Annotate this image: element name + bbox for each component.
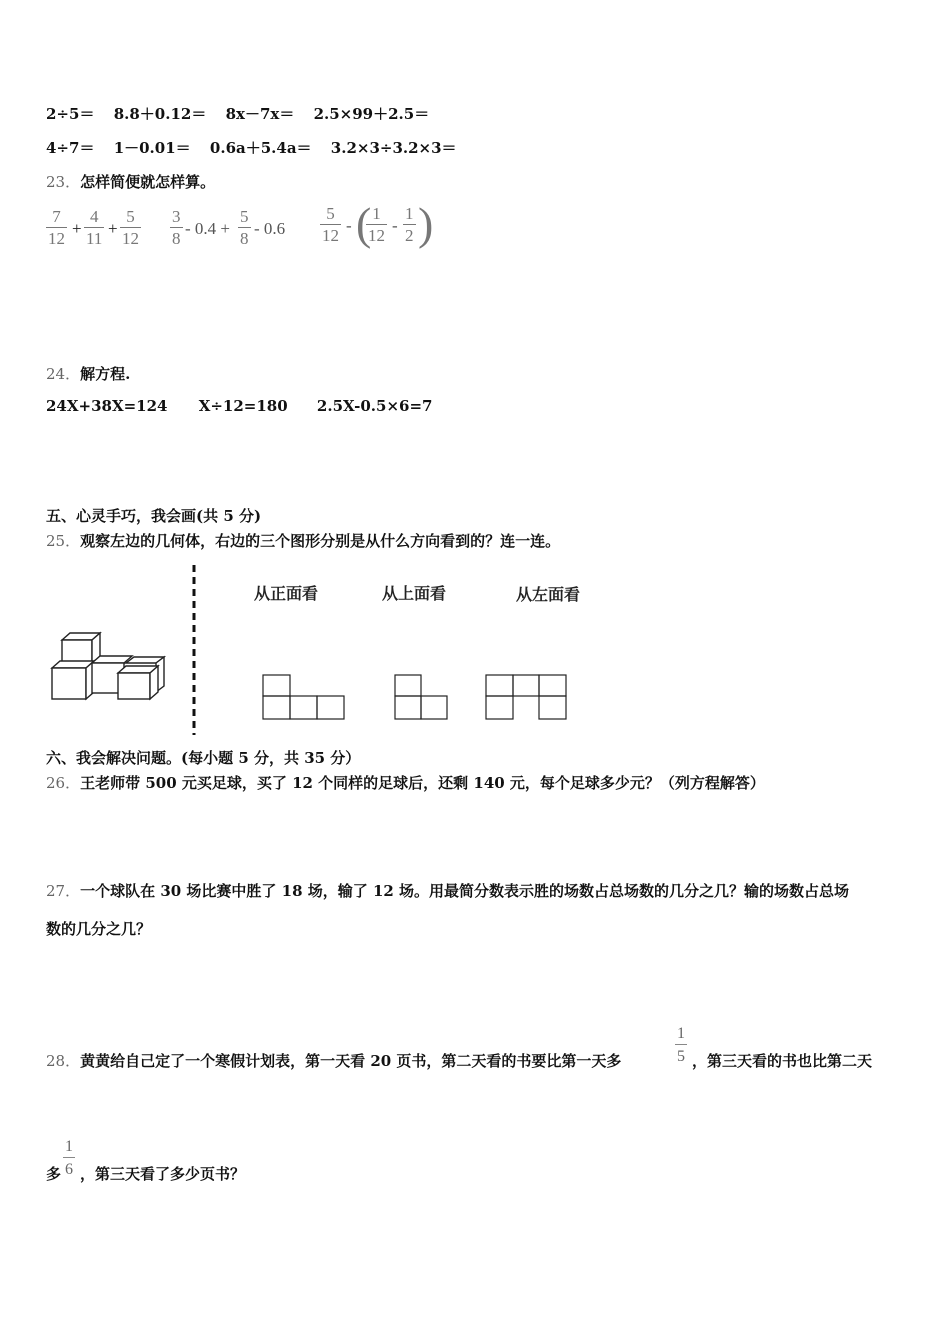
view-label-top: 从上面看 (382, 584, 447, 603)
question-28 (46, 1050, 621, 1071)
cube-figure (46, 628, 172, 704)
fraction: 3 8 (172, 207, 181, 248)
calc-item: 3.2×3÷3.2×3＝ (330, 139, 457, 157)
question-text: 黄黄给自己定了一个寒假计划表，第一天看 20 页书，第二天看的书要比第一天多 (80, 1052, 622, 1070)
calc-item: 8x－7x＝ (225, 105, 295, 123)
calc-row-1 (46, 103, 429, 124)
view-label-left: 从左面看 (516, 585, 581, 604)
fraction: 5 12 (122, 207, 139, 248)
equations-row (46, 397, 432, 415)
question-27 (46, 880, 849, 901)
operator: - (392, 216, 398, 235)
question-28-line-2-start: 多 (46, 1165, 62, 1183)
view-label-front: 从正面看 (254, 584, 319, 603)
question-number: 25． (46, 532, 81, 550)
view-shape-1 (262, 674, 346, 722)
fraction: 1 2 (405, 204, 414, 245)
question-text: 王老师带 500 元买足球，买了 12 个同样的足球后，还剩 140 元，每个足球多少元？（列方程解答） (80, 774, 765, 792)
calc-item: 8.8＋0.12＝ (113, 105, 207, 123)
view-shape-2 (394, 674, 450, 722)
calc-item: 0.6a＋5.4a＝ (209, 139, 312, 157)
section-6-title: 六、我会解决问题。(每小题 5 分，共 35 分） (46, 749, 361, 767)
operator: + (108, 219, 118, 238)
view-shape-3 (485, 674, 569, 722)
question-26 (46, 772, 765, 793)
question-24 (46, 363, 130, 384)
question-number: 23． (46, 173, 81, 191)
question-text: 一个球队在 30 场比赛中胜了 18 场，输了 12 场。用最简分数表示胜的场数占总场数的几分之几？输的场数占总场 (80, 882, 850, 900)
fraction: 4 11 (86, 207, 103, 248)
fraction-one-fifth: 1 5 (677, 1025, 685, 1065)
question-23 (46, 171, 215, 192)
expression-middle: - 0.4 + (185, 219, 230, 238)
calc-row-2 (46, 137, 457, 158)
question-text: 怎样简便就怎样算。 (80, 173, 216, 191)
calc-item: 2.5×99＋2.5＝ (313, 105, 430, 123)
fraction: 7 12 (48, 207, 65, 248)
question-27-line-2: 数的几分之几？ (46, 920, 152, 938)
fraction: 1 12 (368, 204, 385, 245)
question-25 (46, 530, 560, 551)
question-28-line-1-end: ，第三天看的书也比第二天 (692, 1052, 873, 1070)
equation: 24X+38X=124 (46, 397, 168, 415)
calc-item: 2÷5＝ (46, 105, 95, 123)
equation: 2.5X-0.5×6=7 (316, 397, 433, 415)
operator: - (346, 216, 352, 235)
calc-item: 1－0.01＝ (113, 139, 191, 157)
fraction: 5 8 (240, 207, 249, 248)
section-5-title: 五、心灵手巧，我会画(共 5 分) (46, 507, 262, 525)
question-number: 27． (46, 882, 81, 900)
question-number: 26． (46, 774, 81, 792)
expression-tail: - 0.6 (254, 219, 286, 238)
equation: X÷12=180 (198, 397, 288, 415)
fraction-one-sixth: 1 6 (65, 1138, 73, 1178)
question-28-line-2-end: ，第三天看了多少页书？ (80, 1165, 246, 1183)
question-text: 解方程. (80, 365, 131, 383)
operator: + (72, 219, 82, 238)
calc-item: 4÷7＝ (46, 139, 95, 157)
divider-dashed-line (191, 565, 197, 735)
fraction: 5 12 (322, 204, 339, 245)
question-number: 24． (46, 365, 81, 383)
question-number: 28． (46, 1052, 81, 1070)
question-text: 观察左边的几何体，右边的三个图形分别是从什么方向看到的？连一连。 (80, 532, 561, 550)
right-parenthesis: ) (418, 198, 434, 249)
left-parenthesis: ( (356, 198, 372, 249)
